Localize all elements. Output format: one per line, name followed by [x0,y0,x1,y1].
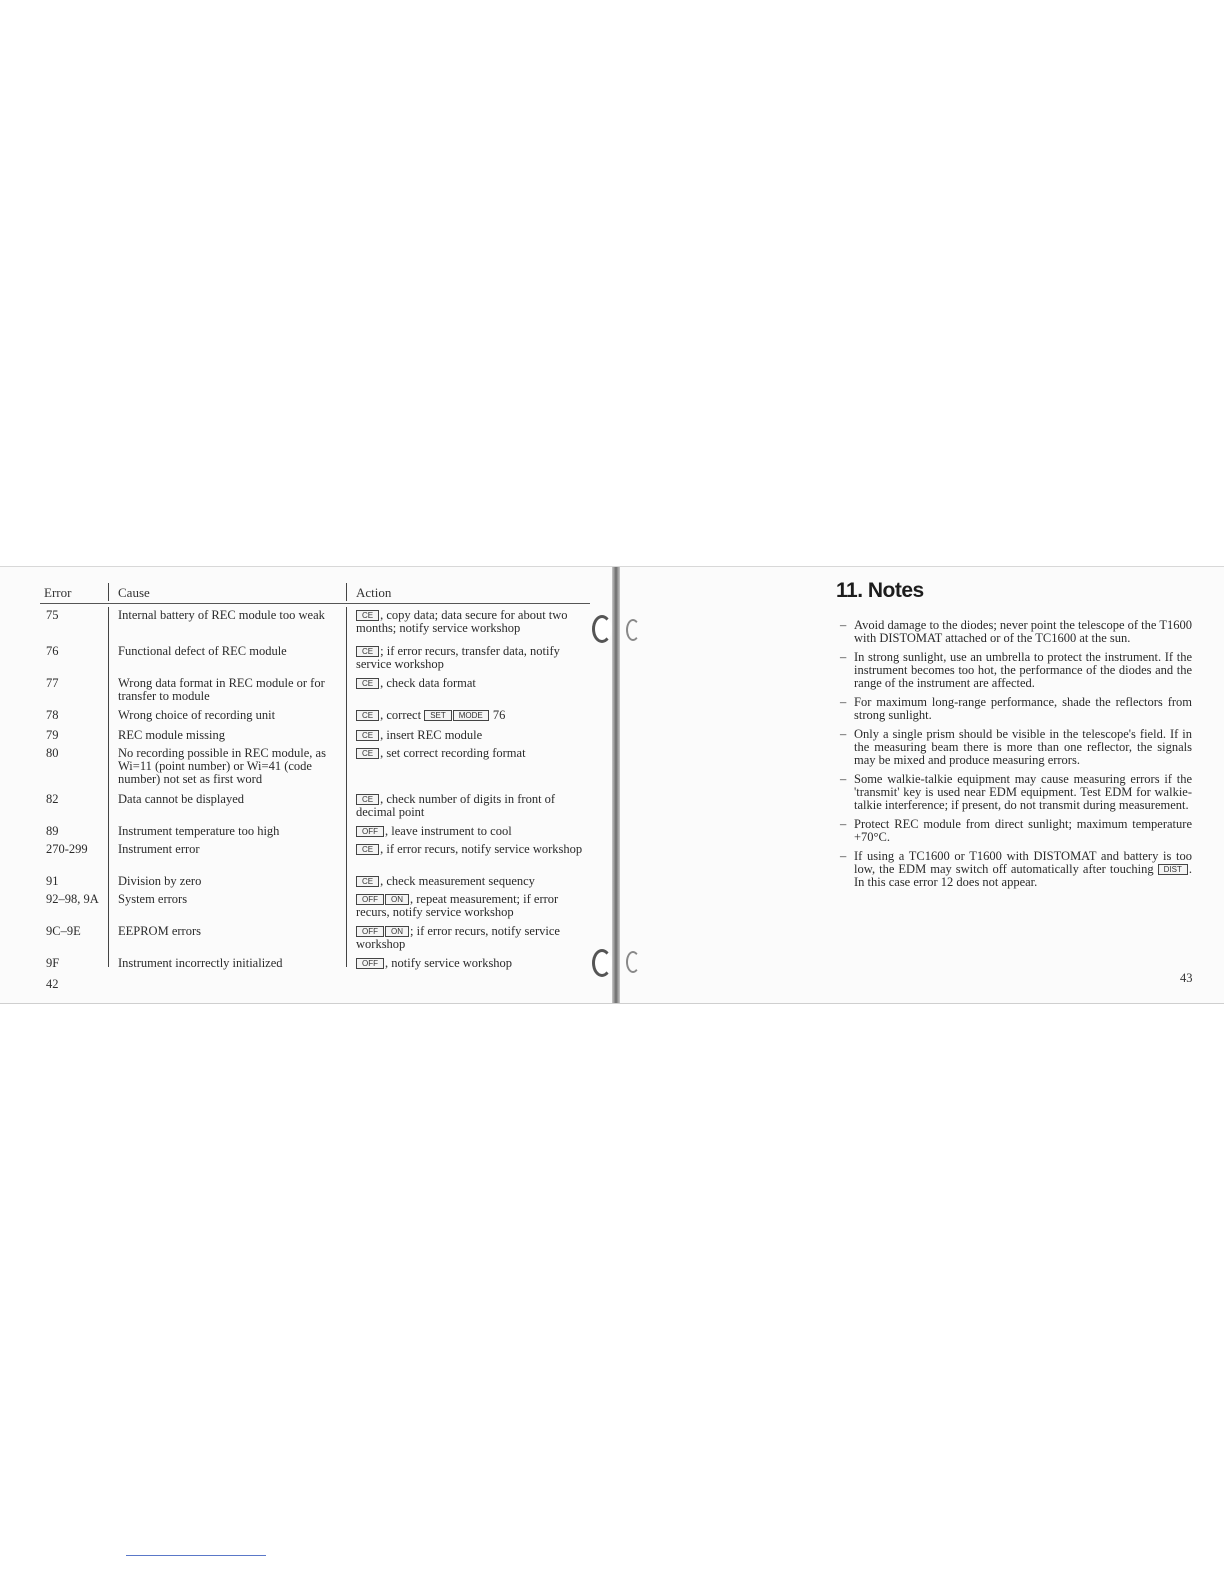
column-divider [346,607,347,967]
error-action [356,709,588,722]
header-error: Error [44,585,72,600]
header-rule [40,603,590,604]
list-item [840,818,1192,844]
key-mode-icon: MODE [453,710,489,721]
binder-ring-icon [592,949,612,977]
section-title: 11. Notes [836,579,924,602]
header-action: Action [356,585,392,600]
error-cause: Instrument temperature too high [118,824,280,838]
error-action [356,609,588,635]
error-cause: System errors [118,892,188,906]
action-text: , repeat measurement; if error recurs, notify service workshop [356,892,559,919]
error-action [356,793,588,819]
dash-bullet-icon: – [840,849,847,863]
action-text: 76 [489,708,506,722]
key-off-icon: OFF [356,926,384,937]
key-ce-icon: CE [356,646,379,657]
error-action [356,843,588,856]
page-number-left: 42 [46,977,59,991]
error-code: 82 [46,792,59,806]
error-cause: Functional defect of REC module [118,644,287,658]
error-action [356,825,588,838]
error-code: 270-299 [46,842,88,856]
error-cause: Division by zero [118,874,202,888]
key-ce-icon: CE [356,610,379,621]
column-divider [108,607,109,967]
dash-bullet-icon: – [840,695,847,709]
error-code: 89 [46,824,59,838]
page-42 [0,567,612,1003]
error-action [356,925,588,951]
list-item [840,850,1192,889]
action-text: , check number of digits in front of decimal point [356,792,556,819]
page-43 [620,567,1224,1003]
error-code: 9F [46,956,60,970]
key-ce-icon: CE [356,710,379,721]
key-on-icon: ON [385,926,409,937]
list-item [840,619,1192,645]
notes-list [840,619,1192,895]
error-code: 78 [46,708,59,722]
note-text: Avoid damage to the diodes; never point the telescope of the T1600 with DISTOMAT attached or of the TC1600 at the sun. [854,618,1192,645]
error-code: 91 [46,874,59,888]
note-text: Some walkie-talkie equipment may cause measuring errors if the 'transmit' key is used near EDM equipment. Test EDM for walkie-talkie interference; if present, do not transmit during measurement. [854,772,1192,812]
key-on-icon: ON [385,894,409,905]
error-cause: Internal battery of REC module too weak [118,608,325,622]
list-item [840,728,1192,767]
manual-spread [0,566,1224,1004]
key-ce-icon: CE [356,844,379,855]
note-text: For maximum long-range performance, shade the reflectors from strong sunlight. [854,695,1192,722]
error-action [356,677,588,690]
list-item [840,696,1192,722]
action-text: , copy data; data secure for about two months; notify service workshop [356,608,568,635]
key-ce-icon: CE [356,876,379,887]
dash-bullet-icon: – [840,618,847,632]
error-action [356,645,588,671]
error-cause: REC module missing [118,728,225,742]
error-action [356,893,588,919]
error-action [356,875,588,888]
error-cause: Data cannot be displayed [118,792,244,806]
key-off-icon: OFF [356,894,384,905]
key-dist-icon: DIST [1158,864,1188,875]
error-code: 76 [46,644,59,658]
action-text: , check data format [380,676,476,690]
action-text: , set correct recording format [380,746,526,760]
error-action [356,729,588,742]
action-text: , notify service workshop [385,956,513,970]
dash-bullet-icon: – [840,727,847,741]
key-ce-icon: CE [356,794,379,805]
page-number-right: 43 [1180,971,1193,985]
binder-ring-icon [592,615,612,643]
error-cause: No recording possible in REC module, as Wi=11 (point number) or Wi=41 (code number) not set as first word [118,746,326,786]
action-text: , leave instrument to cool [385,824,512,838]
dash-bullet-icon: – [840,817,847,831]
error-action [356,747,588,760]
error-action [356,957,588,970]
list-item [840,773,1192,812]
note-text: Only a single prism should be visible in the telescope's field. If in the measuring beam there is more than one reflector, the signals may be mixed and produce measuring errors. [854,727,1192,767]
header-cause: Cause [118,585,150,600]
action-text: , correct [380,708,422,722]
action-text: , check measurement sequency [380,874,535,888]
dash-bullet-icon: – [840,650,847,664]
column-divider [346,583,347,601]
action-text: , insert REC module [380,728,483,742]
error-cause: EEPROM errors [118,924,201,938]
binding-gutter [612,567,620,1003]
key-ce-icon: CE [356,678,379,689]
dash-bullet-icon: – [840,772,847,786]
note-text: In strong sunlight, use an umbrella to protect the instrument. If the instrument becomes too hot, the performance of the diodes and the range of the instrument are affected. [854,650,1192,690]
note-text: If using a TC1600 or T1600 with DISTOMAT and battery is too low, the EDM may switch off automatically after touching [854,849,1192,876]
key-ce-icon: CE [356,748,379,759]
action-text: ; if error recurs, transfer data, notify service workshop [356,644,560,671]
footer-rule [126,1555,266,1556]
error-code: 80 [46,746,59,760]
list-item [840,651,1192,690]
error-code: 77 [46,676,59,690]
error-code: 75 [46,608,59,622]
action-text: , if error recurs, notify service workshop [380,842,583,856]
key-off-icon: OFF [356,826,384,837]
key-ce-icon: CE [356,730,379,741]
note-text: Protect REC module from direct sunlight; maximum temperature +70°C. [854,817,1192,844]
error-code: 9C–9E [46,924,81,938]
error-code: 92–98, 9A [46,892,99,906]
key-off-icon: OFF [356,958,384,969]
note-text: . In this case error 12 does not appear. [854,862,1192,889]
error-code: 79 [46,728,59,742]
column-divider [108,583,109,601]
error-cause: Instrument error [118,842,200,856]
error-cause: Wrong data format in REC module or for transfer to module [118,676,325,703]
action-text: ; if error recurs, notify service workshop [356,924,560,951]
error-cause: Instrument incorrectly initialized [118,956,283,970]
error-cause: Wrong choice of recording unit [118,708,276,722]
key-set-icon: SET [424,710,452,721]
